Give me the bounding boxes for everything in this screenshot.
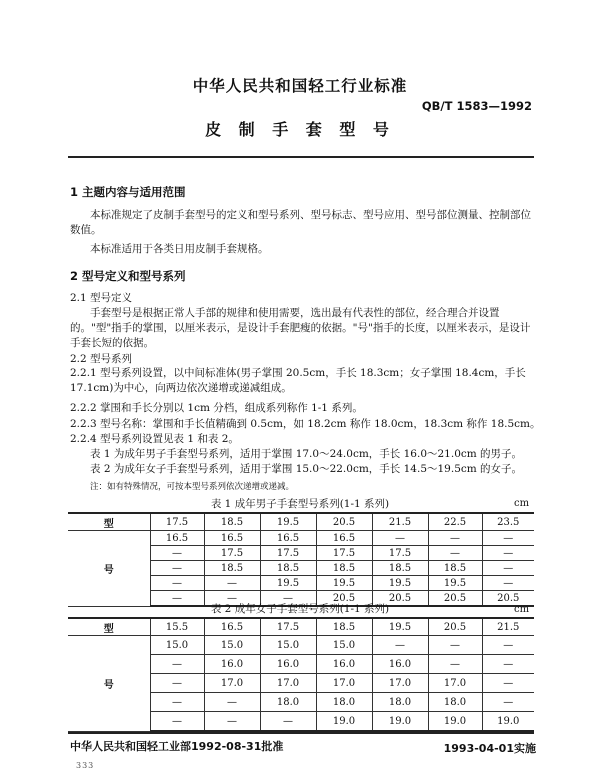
table-cell: 16.5 bbox=[316, 531, 372, 546]
section-1-paragraph-2: 本标准适用于各类日用皮制手套规格。 bbox=[90, 243, 269, 255]
row-label-xing: 型 bbox=[68, 513, 150, 531]
header-cell: 21.5 bbox=[372, 513, 428, 531]
table-cell: 17.5 bbox=[372, 546, 428, 561]
standard-code: QB/T 1583—1992 bbox=[421, 99, 532, 113]
section-2-2-1: 2.2.1 型号系列设置，以中间标准体(男子掌围 20.5cm，手长 18.3cm；女子掌围 18.4cm，手长 17.1cm)为中心，向两边依次递增或递减组成。 bbox=[70, 367, 526, 394]
header-cell: 17.5 bbox=[150, 513, 204, 531]
header-cell: 16.5 bbox=[204, 618, 260, 636]
table-cell: — bbox=[150, 712, 204, 732]
table-header-row bbox=[68, 618, 534, 636]
table-cell: 19.0 bbox=[316, 712, 372, 732]
standard-title: 中华人民共和国轻工行业标准 bbox=[192, 77, 408, 95]
table-2-caption: 表 2 成年女子手套型号系列(1-1 系列) bbox=[210, 603, 390, 615]
table-cell: 19.5 bbox=[260, 576, 316, 591]
table-cell: — bbox=[482, 531, 534, 546]
table-cell: 17.0 bbox=[428, 674, 482, 693]
table-cell: — bbox=[482, 655, 534, 674]
section-1-paragraph-1: 本标准规定了皮制手套型号的定义和型号系列、型号标志、型号应用、型号部位测量、控制部位数值。 bbox=[70, 209, 531, 236]
table-cell: 16.0 bbox=[316, 655, 372, 674]
table-cell: — bbox=[482, 674, 534, 693]
table-cell: — bbox=[428, 531, 482, 546]
header-cell: 18.5 bbox=[316, 618, 372, 636]
header-cell: 21.5 bbox=[482, 618, 534, 636]
footer-divider bbox=[68, 732, 534, 734]
table-cell: 18.5 bbox=[204, 561, 260, 576]
table-cell: — bbox=[428, 636, 482, 655]
table-cell: — bbox=[428, 655, 482, 674]
table-cell: 17.0 bbox=[260, 674, 316, 693]
table-cell: — bbox=[482, 546, 534, 561]
table-2-description: 表 2 为成年女子手套型号系列，适用于掌围 15.0～22.0cm，手长 14.5～19.5cm 的女子。 bbox=[90, 463, 523, 475]
table-row bbox=[68, 531, 534, 546]
table-cell: 20.5 bbox=[482, 591, 534, 607]
table-cell: 19.5 bbox=[372, 576, 428, 591]
approval-line: 中华人民共和国轻工业部1992-08-31批准 bbox=[70, 740, 284, 753]
row-label-hao: 号 bbox=[68, 636, 150, 732]
table-cell: — bbox=[372, 531, 428, 546]
table-cell: — bbox=[204, 576, 260, 591]
table-cell: 18.0 bbox=[372, 693, 428, 712]
table-cell: 17.5 bbox=[316, 546, 372, 561]
section-2-2-4: 2.2.4 型号系列设置见表 1 和表 2。 bbox=[70, 433, 239, 445]
row-label-hao: 号 bbox=[68, 531, 150, 607]
table-2-unit: cm bbox=[514, 604, 530, 615]
table-cell: 16.5 bbox=[204, 531, 260, 546]
table-cell: — bbox=[150, 655, 204, 674]
table-cell: — bbox=[150, 693, 204, 712]
section-2-2-heading: 2.2 型号系列 bbox=[70, 353, 133, 365]
table-cell: 18.5 bbox=[260, 561, 316, 576]
table-cell: 15.0 bbox=[260, 636, 316, 655]
table-row bbox=[68, 636, 534, 655]
table-cell: 17.0 bbox=[204, 674, 260, 693]
header-cell: 19.5 bbox=[260, 513, 316, 531]
table-cell: — bbox=[428, 546, 482, 561]
table-cell: — bbox=[150, 546, 204, 561]
table-cell: — bbox=[482, 693, 534, 712]
table-cell: — bbox=[482, 636, 534, 655]
implementation-date: 1993-04-01实施 bbox=[443, 742, 536, 755]
table-1 bbox=[68, 512, 534, 607]
section-2-1-text: 手套型号是根据正常人手部的规律和使用需要，选出最有代表性的部位，经合理合并设置的。"型"指手的掌围，以厘米表示，是设计手套肥瘦的依据。"号"指手的长度，以厘米表示，是设计手套长短的依据。 bbox=[70, 307, 531, 349]
table-cell: — bbox=[260, 591, 316, 607]
table-cell: 16.5 bbox=[260, 531, 316, 546]
table-cell: 18.5 bbox=[428, 561, 482, 576]
section-2-1-heading: 2.1 型号定义 bbox=[70, 292, 133, 304]
table-cell: 16.5 bbox=[150, 531, 204, 546]
table-cell: — bbox=[204, 693, 260, 712]
table-cell: 19.0 bbox=[482, 712, 534, 732]
table-cell: 16.0 bbox=[372, 655, 428, 674]
section-1-heading: 1 主题内容与适用范围 bbox=[70, 185, 186, 199]
header-cell: 22.5 bbox=[428, 513, 482, 531]
table-cell: 17.5 bbox=[204, 546, 260, 561]
header-cell: 17.5 bbox=[260, 618, 316, 636]
table-cell: 20.5 bbox=[428, 591, 482, 607]
table-cell: — bbox=[204, 591, 260, 607]
table-cell: 19.5 bbox=[316, 576, 372, 591]
table-cell: — bbox=[150, 674, 204, 693]
table-cell: 19.0 bbox=[428, 712, 482, 732]
table-cell: 15.0 bbox=[150, 636, 204, 655]
table-cell: 16.0 bbox=[260, 655, 316, 674]
table-cell: — bbox=[150, 591, 204, 607]
table-cell: 17.0 bbox=[316, 674, 372, 693]
table-cell: 18.5 bbox=[316, 561, 372, 576]
table-cell: 19.0 bbox=[372, 712, 428, 732]
table-cell: 18.0 bbox=[260, 693, 316, 712]
table-header-row bbox=[68, 513, 534, 531]
page-number: 333 bbox=[76, 761, 95, 770]
header-cell: 18.5 bbox=[204, 513, 260, 531]
header-cell: 20.5 bbox=[428, 618, 482, 636]
table-cell: 17.5 bbox=[260, 546, 316, 561]
table-cell: — bbox=[260, 712, 316, 732]
table-cell: 20.5 bbox=[372, 591, 428, 607]
table-cell: 16.0 bbox=[204, 655, 260, 674]
table-cell: — bbox=[482, 561, 534, 576]
table-cell: 15.0 bbox=[204, 636, 260, 655]
section-2-2-3: 2.2.3 型号名称：掌围和手长值精确到 0.5cm，如 18.2cm 称作 18.0cm，18.3cm 称作 18.5cm。 bbox=[70, 418, 541, 430]
table-cell: — bbox=[372, 636, 428, 655]
table-cell: 18.5 bbox=[372, 561, 428, 576]
table-cell: — bbox=[482, 576, 534, 591]
table-cell: 17.0 bbox=[372, 674, 428, 693]
note: 注：如有特殊情况，可按本型号系列依次递增或递减。 bbox=[90, 482, 295, 492]
section-2-2-2: 2.2.2 掌围和手长分别以 1cm 分档，组成系列称作 1-1 系列。 bbox=[70, 402, 363, 414]
table-1-description: 表 1 为成年男子手套型号系列，适用于掌围 17.0～24.0cm，手长 16.0～21.0cm 的男子。 bbox=[90, 448, 523, 460]
row-label-xing: 型 bbox=[68, 618, 150, 636]
table-1-caption: 表 1 成年男子手套型号系列(1-1 系列) bbox=[210, 498, 390, 510]
table-cell: — bbox=[204, 712, 260, 732]
table-cell: 18.0 bbox=[428, 693, 482, 712]
header-cell: 20.5 bbox=[316, 513, 372, 531]
table-cell: — bbox=[150, 561, 204, 576]
table-cell: 20.5 bbox=[316, 591, 372, 607]
header-cell: 23.5 bbox=[482, 513, 534, 531]
table-2 bbox=[68, 617, 534, 732]
document-title: 皮 制 手 套 型 号 bbox=[205, 120, 395, 139]
table-cell: — bbox=[150, 576, 204, 591]
header-divider bbox=[68, 156, 534, 158]
header-cell: 19.5 bbox=[372, 618, 428, 636]
table-cell: 15.0 bbox=[316, 636, 372, 655]
table-1-unit: cm bbox=[514, 498, 530, 509]
table-cell: 18.0 bbox=[316, 693, 372, 712]
header-cell: 15.5 bbox=[150, 618, 204, 636]
table-cell: 19.5 bbox=[428, 576, 482, 591]
section-2-heading: 2 型号定义和型号系列 bbox=[70, 269, 186, 283]
